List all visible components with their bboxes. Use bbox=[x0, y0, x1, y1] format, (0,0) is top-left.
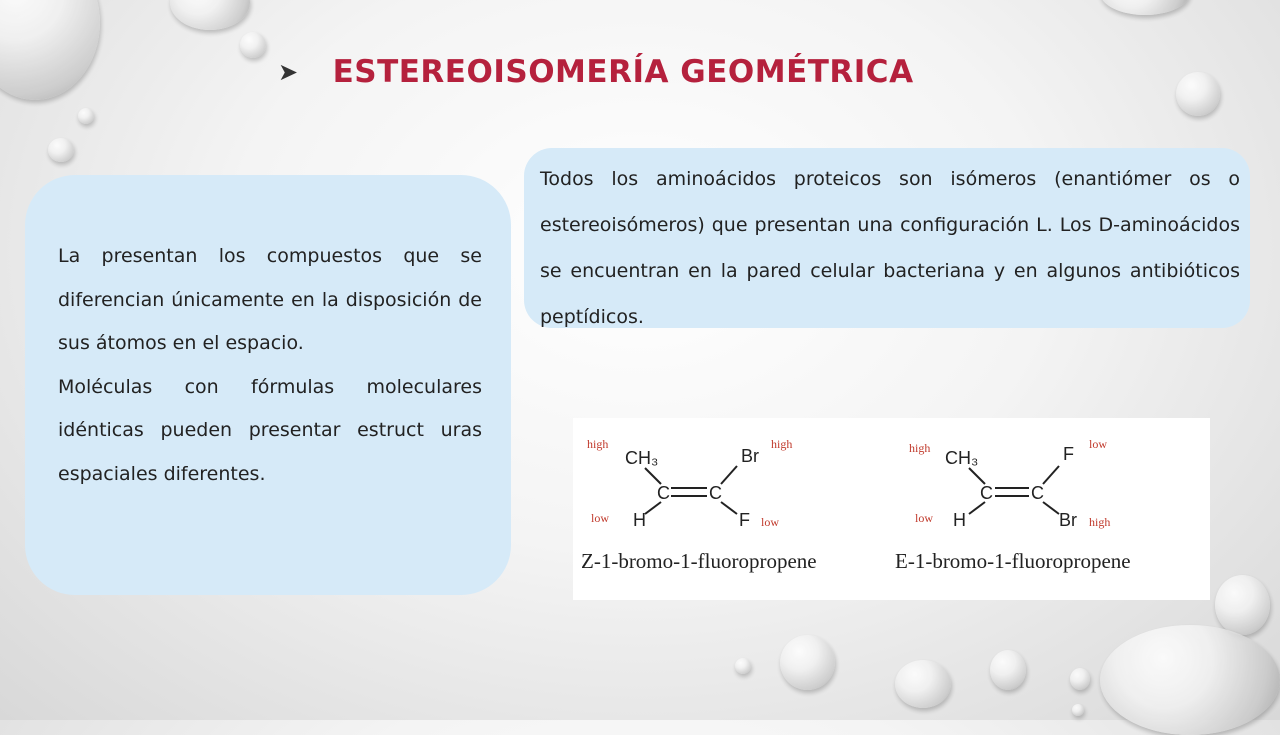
water-drop-decoration bbox=[780, 635, 835, 690]
priority-label: low bbox=[1089, 437, 1107, 451]
carbon-atom: C bbox=[657, 483, 670, 503]
bond bbox=[1043, 466, 1059, 484]
water-drop-decoration bbox=[1072, 704, 1084, 716]
bromine-atom: Br bbox=[741, 446, 759, 466]
slide-title: ESTEREOISOMERÍA GEOMÉTRICA bbox=[332, 54, 914, 90]
priority-label: high bbox=[771, 437, 793, 451]
water-drop-decoration bbox=[1070, 668, 1090, 690]
z-isomer-structure bbox=[581, 437, 817, 573]
isomer-name: Z-1-bromo-1-fluoropropene bbox=[581, 549, 817, 573]
bond bbox=[969, 468, 985, 484]
ch3-group: CH₃ bbox=[945, 448, 979, 468]
carbon-atom: C bbox=[1031, 483, 1044, 503]
fluorine-atom: F bbox=[739, 510, 750, 530]
priority-label: high bbox=[909, 441, 931, 455]
definition-text bbox=[58, 235, 482, 496]
bond bbox=[1043, 502, 1059, 514]
water-drop-decoration bbox=[735, 658, 751, 674]
definition-box bbox=[25, 175, 511, 595]
fluorine-atom: F bbox=[1063, 444, 1074, 464]
water-drop-decoration bbox=[990, 650, 1026, 690]
water-drop-decoration bbox=[1176, 72, 1220, 116]
water-drop-decoration bbox=[1100, 625, 1280, 735]
water-drop-decoration bbox=[1100, 0, 1190, 15]
carbon-atom: C bbox=[709, 483, 722, 503]
slide-title-row bbox=[278, 52, 914, 92]
priority-label: low bbox=[591, 511, 609, 525]
definition-paragraph: Moléculas con fórmulas moleculares idénticas pueden presentar estruct uras espaciales diferentes. bbox=[58, 375, 482, 485]
aminoacids-paragraph: Todos los aminoácidos proteicos son isómeros (enantiómer os o estereoisómeros) que presentan una configuración L. Los D-aminoácidos se encuentran en la pared celular bacteriana y en algunos antibióticos peptídicos. bbox=[540, 168, 1240, 328]
water-drop-decoration bbox=[0, 0, 100, 100]
definition-paragraph: La presentan los compuestos que se diferencian únicamente en la disposición de sus átomos en el espacio. bbox=[58, 245, 482, 354]
isomer-name: E-1-bromo-1-fluoropropene bbox=[895, 549, 1131, 573]
water-drop-decoration bbox=[895, 660, 951, 708]
isomer-diagram bbox=[573, 418, 1210, 600]
hydrogen-atom: H bbox=[953, 510, 966, 530]
water-drop-decoration bbox=[240, 32, 266, 58]
bond bbox=[721, 466, 737, 484]
aminoacids-box bbox=[524, 148, 1250, 328]
ch3-group: CH₃ bbox=[625, 448, 659, 468]
isomer-figure bbox=[573, 418, 1210, 600]
arrow-bullet-icon: ➤ bbox=[278, 58, 299, 86]
water-drop-decoration bbox=[48, 138, 74, 162]
e-isomer-structure bbox=[895, 437, 1131, 573]
priority-label: high bbox=[1089, 515, 1111, 529]
priority-label: low bbox=[761, 515, 779, 529]
water-drop-decoration bbox=[170, 0, 250, 30]
bond bbox=[645, 468, 661, 484]
water-drop-decoration bbox=[1215, 575, 1270, 635]
priority-label: high bbox=[587, 437, 609, 451]
bond bbox=[969, 502, 985, 514]
bromine-atom: Br bbox=[1059, 510, 1077, 530]
carbon-atom: C bbox=[980, 483, 993, 503]
bond bbox=[721, 502, 737, 514]
water-drop-decoration bbox=[78, 108, 94, 124]
hydrogen-atom: H bbox=[633, 510, 646, 530]
bond bbox=[645, 502, 661, 514]
priority-label: low bbox=[915, 511, 933, 525]
